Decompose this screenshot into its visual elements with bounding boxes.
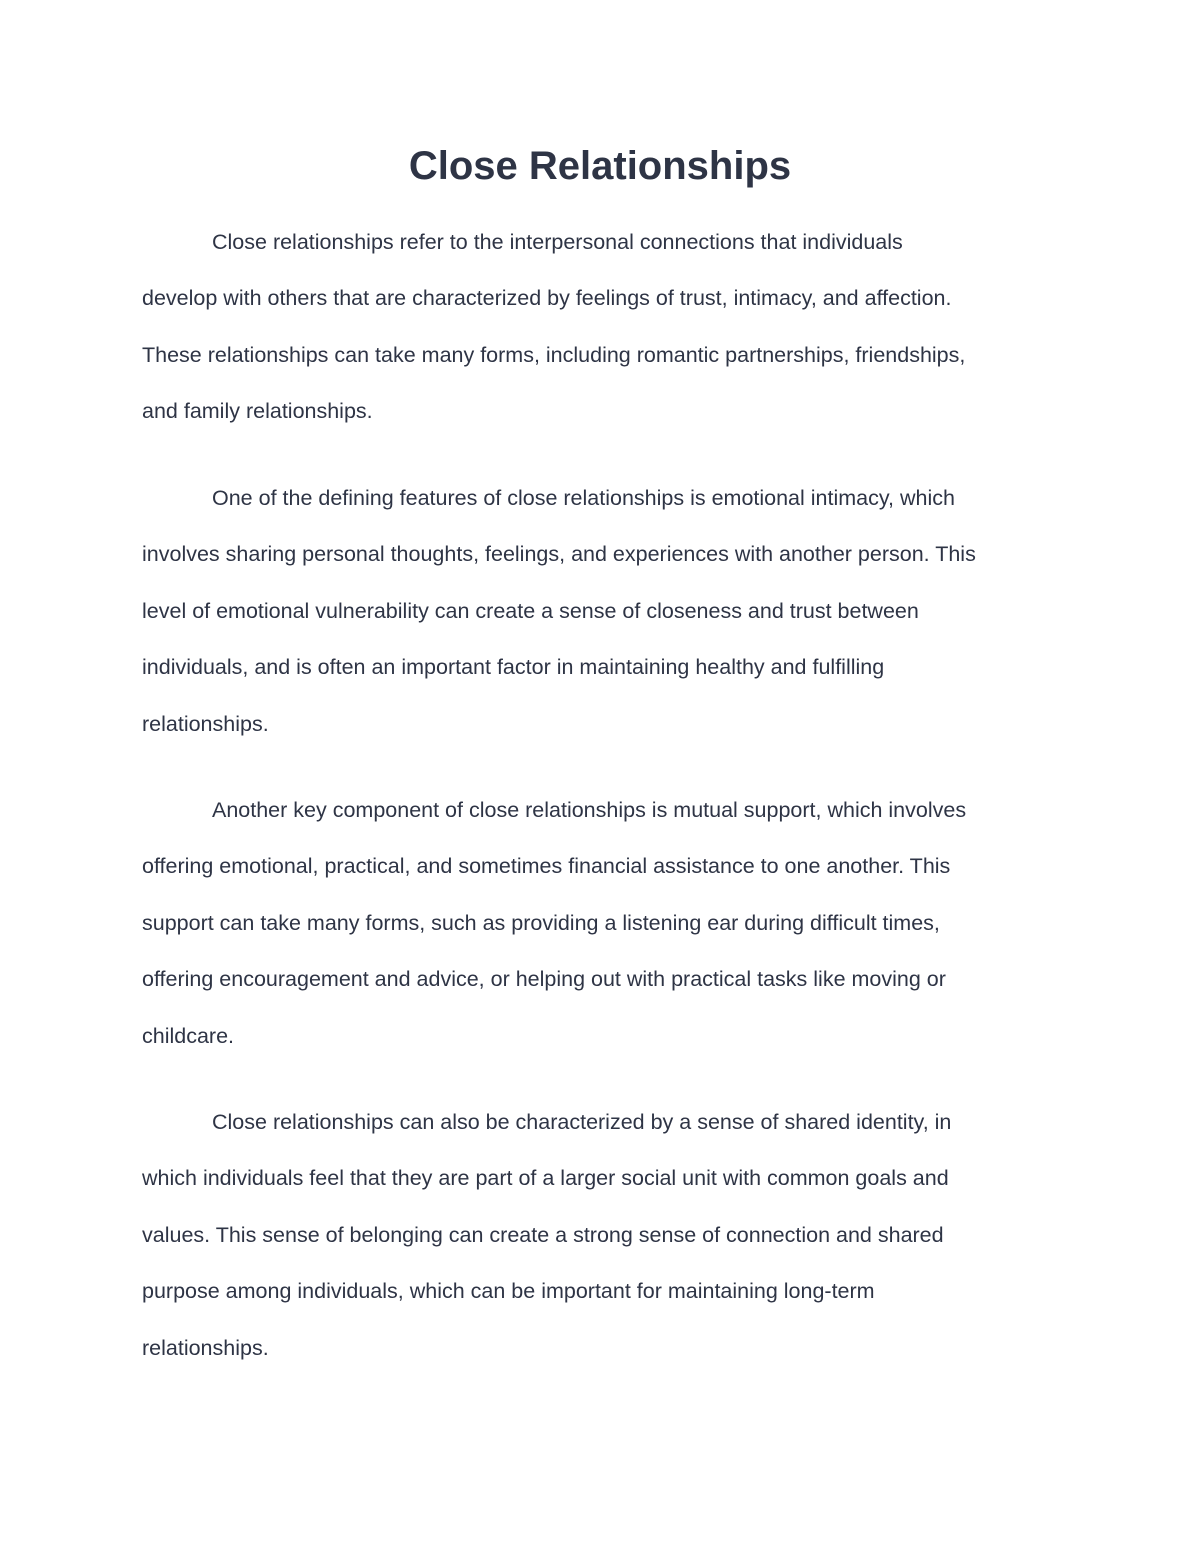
document-title: Close Relationships [408, 144, 792, 188]
paragraph-line: individuals, and is often an important factor in maintaining healthy and fulfilling [142, 655, 885, 680]
paragraph-line: and family relationships. [142, 399, 373, 424]
paragraph-line: One of the defining features of close relationships is emotional intimacy, which [212, 486, 955, 510]
paragraph-line: offering encouragement and advice, or helping out with practical tasks like moving or [142, 967, 946, 992]
paragraph-line: relationships. [142, 711, 269, 736]
paragraph-line: These relationships can take many forms, including romantic partnerships, friendships, [142, 342, 966, 367]
paragraph-line: relationships. [142, 1335, 269, 1360]
paragraph-4 [142, 1094, 1072, 1376]
paragraph-line: involves sharing personal thoughts, feelings, and experiences with another person. This [142, 542, 976, 567]
paragraph-3 [142, 782, 1072, 1064]
paragraph-line: offering emotional, practical, and sometimes financial assistance to one another. This [142, 854, 951, 879]
paragraph-line: develop with others that are characterized by feelings of trust, intimacy, and affection. [142, 286, 952, 311]
paragraph-line: Another key component of close relationships is mutual support, which involves [212, 798, 967, 822]
paragraph-line: which individuals feel that they are part of a larger social unit with common goals and [142, 1166, 949, 1191]
paragraph-2 [142, 470, 1072, 752]
paragraph-line: Close relationships can also be characterized by a sense of shared identity, in [212, 1110, 952, 1134]
paragraph-line: level of emotional vulnerability can create a sense of closeness and trust between [142, 598, 919, 623]
paragraph-line: support can take many forms, such as providing a listening ear during difficult times, [142, 910, 940, 935]
paragraph-1 [142, 214, 1072, 440]
paragraph-line: Close relationships refer to the interpersonal connections that individuals [212, 230, 903, 254]
paragraph-line: childcare. [142, 1023, 235, 1048]
paragraph-line: values. This sense of belonging can create a strong sense of connection and shared [142, 1222, 944, 1247]
paragraph-line: purpose among individuals, which can be important for maintaining long-term [142, 1279, 875, 1304]
